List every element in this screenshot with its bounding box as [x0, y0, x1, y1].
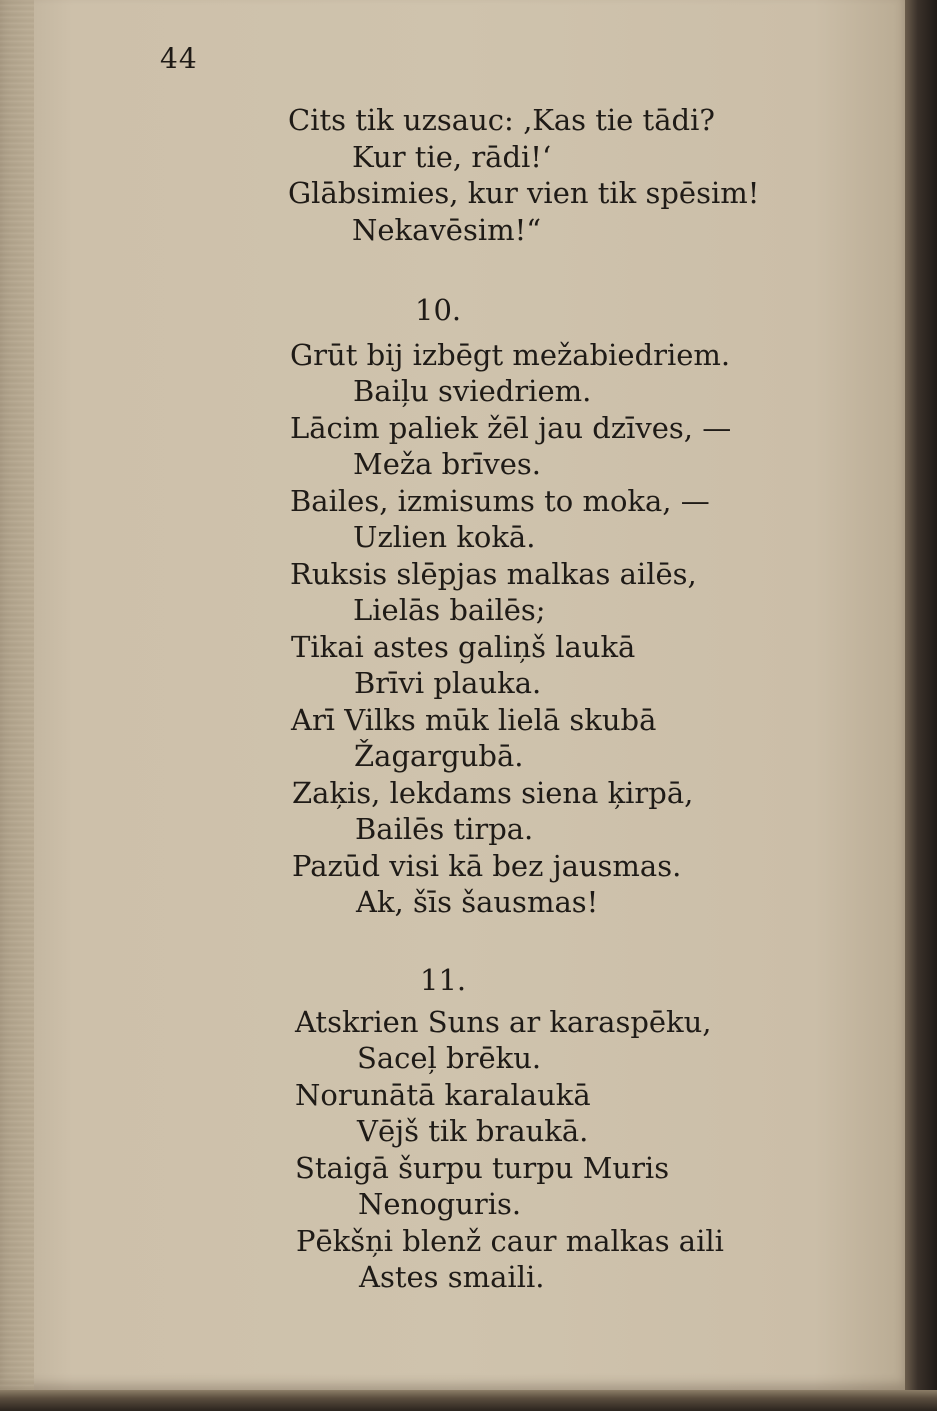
poem-line: Zaķis, lekdams siena ķirpā, [292, 776, 694, 810]
poem-line: Nekavēsim!“ [352, 213, 542, 247]
poem-line: Astes smaili. [359, 1260, 545, 1294]
book-bottom-edge [0, 1390, 937, 1411]
poem-line: Vējš tik braukā. [357, 1114, 589, 1148]
section-number: 10. [415, 293, 462, 327]
poem-line: Pazūd visi kā bez jausmas. [292, 849, 682, 883]
poem-line: Cits tik uzsauc: ‚Kas tie tādi? [288, 103, 715, 137]
poem-line: Staigā šurpu turpu Muris [295, 1151, 670, 1185]
poem-line: Nenoguris. [358, 1187, 522, 1221]
poem-line: Brīvi plauka. [354, 666, 542, 700]
poem-line: Tikai astes galiņš laukā [291, 630, 636, 664]
section-number: 11. [420, 963, 467, 997]
poem-line: Kur tie, rādi!‘ [352, 140, 552, 174]
poem-line: Arī Vilks mūk lielā skubā [291, 703, 657, 737]
poem-line: Glābsimies, kur vien tik spēsim! [288, 176, 760, 210]
poem-line: Meža brīves. [353, 447, 541, 481]
poem-line: Atskrien Suns ar karaspēku, [295, 1005, 712, 1039]
poem-line: Ruksis slēpjas malkas ailēs, [290, 557, 697, 591]
poem-line: Žagargubā. [354, 739, 524, 773]
page-number: 44 [160, 42, 198, 75]
book-right-edge [905, 0, 937, 1411]
poem-line: Grūt bij izbēgt mežabiedriem. [290, 338, 731, 372]
poem-line: Saceļ brēku. [357, 1041, 542, 1075]
poem-line: Ak, šīs šausmas! [356, 885, 599, 919]
poem-line: Baiļu sviedriem. [353, 374, 592, 408]
poem-line: Bailes, izmisums to moka, — [290, 484, 710, 518]
poem-line: Norunātā karalaukā [295, 1078, 591, 1112]
poem-line: Lācim paliek žēl jau dzīves, — [290, 411, 732, 445]
poem-line: Pēkšņi blenž caur malkas aili [296, 1224, 724, 1258]
page-gutter-edge [0, 0, 34, 1390]
poem-line: Lielās bailēs; [353, 593, 546, 627]
poem-line: Bailēs tirpa. [355, 812, 534, 846]
poem-line: Uzlien kokā. [353, 520, 536, 554]
